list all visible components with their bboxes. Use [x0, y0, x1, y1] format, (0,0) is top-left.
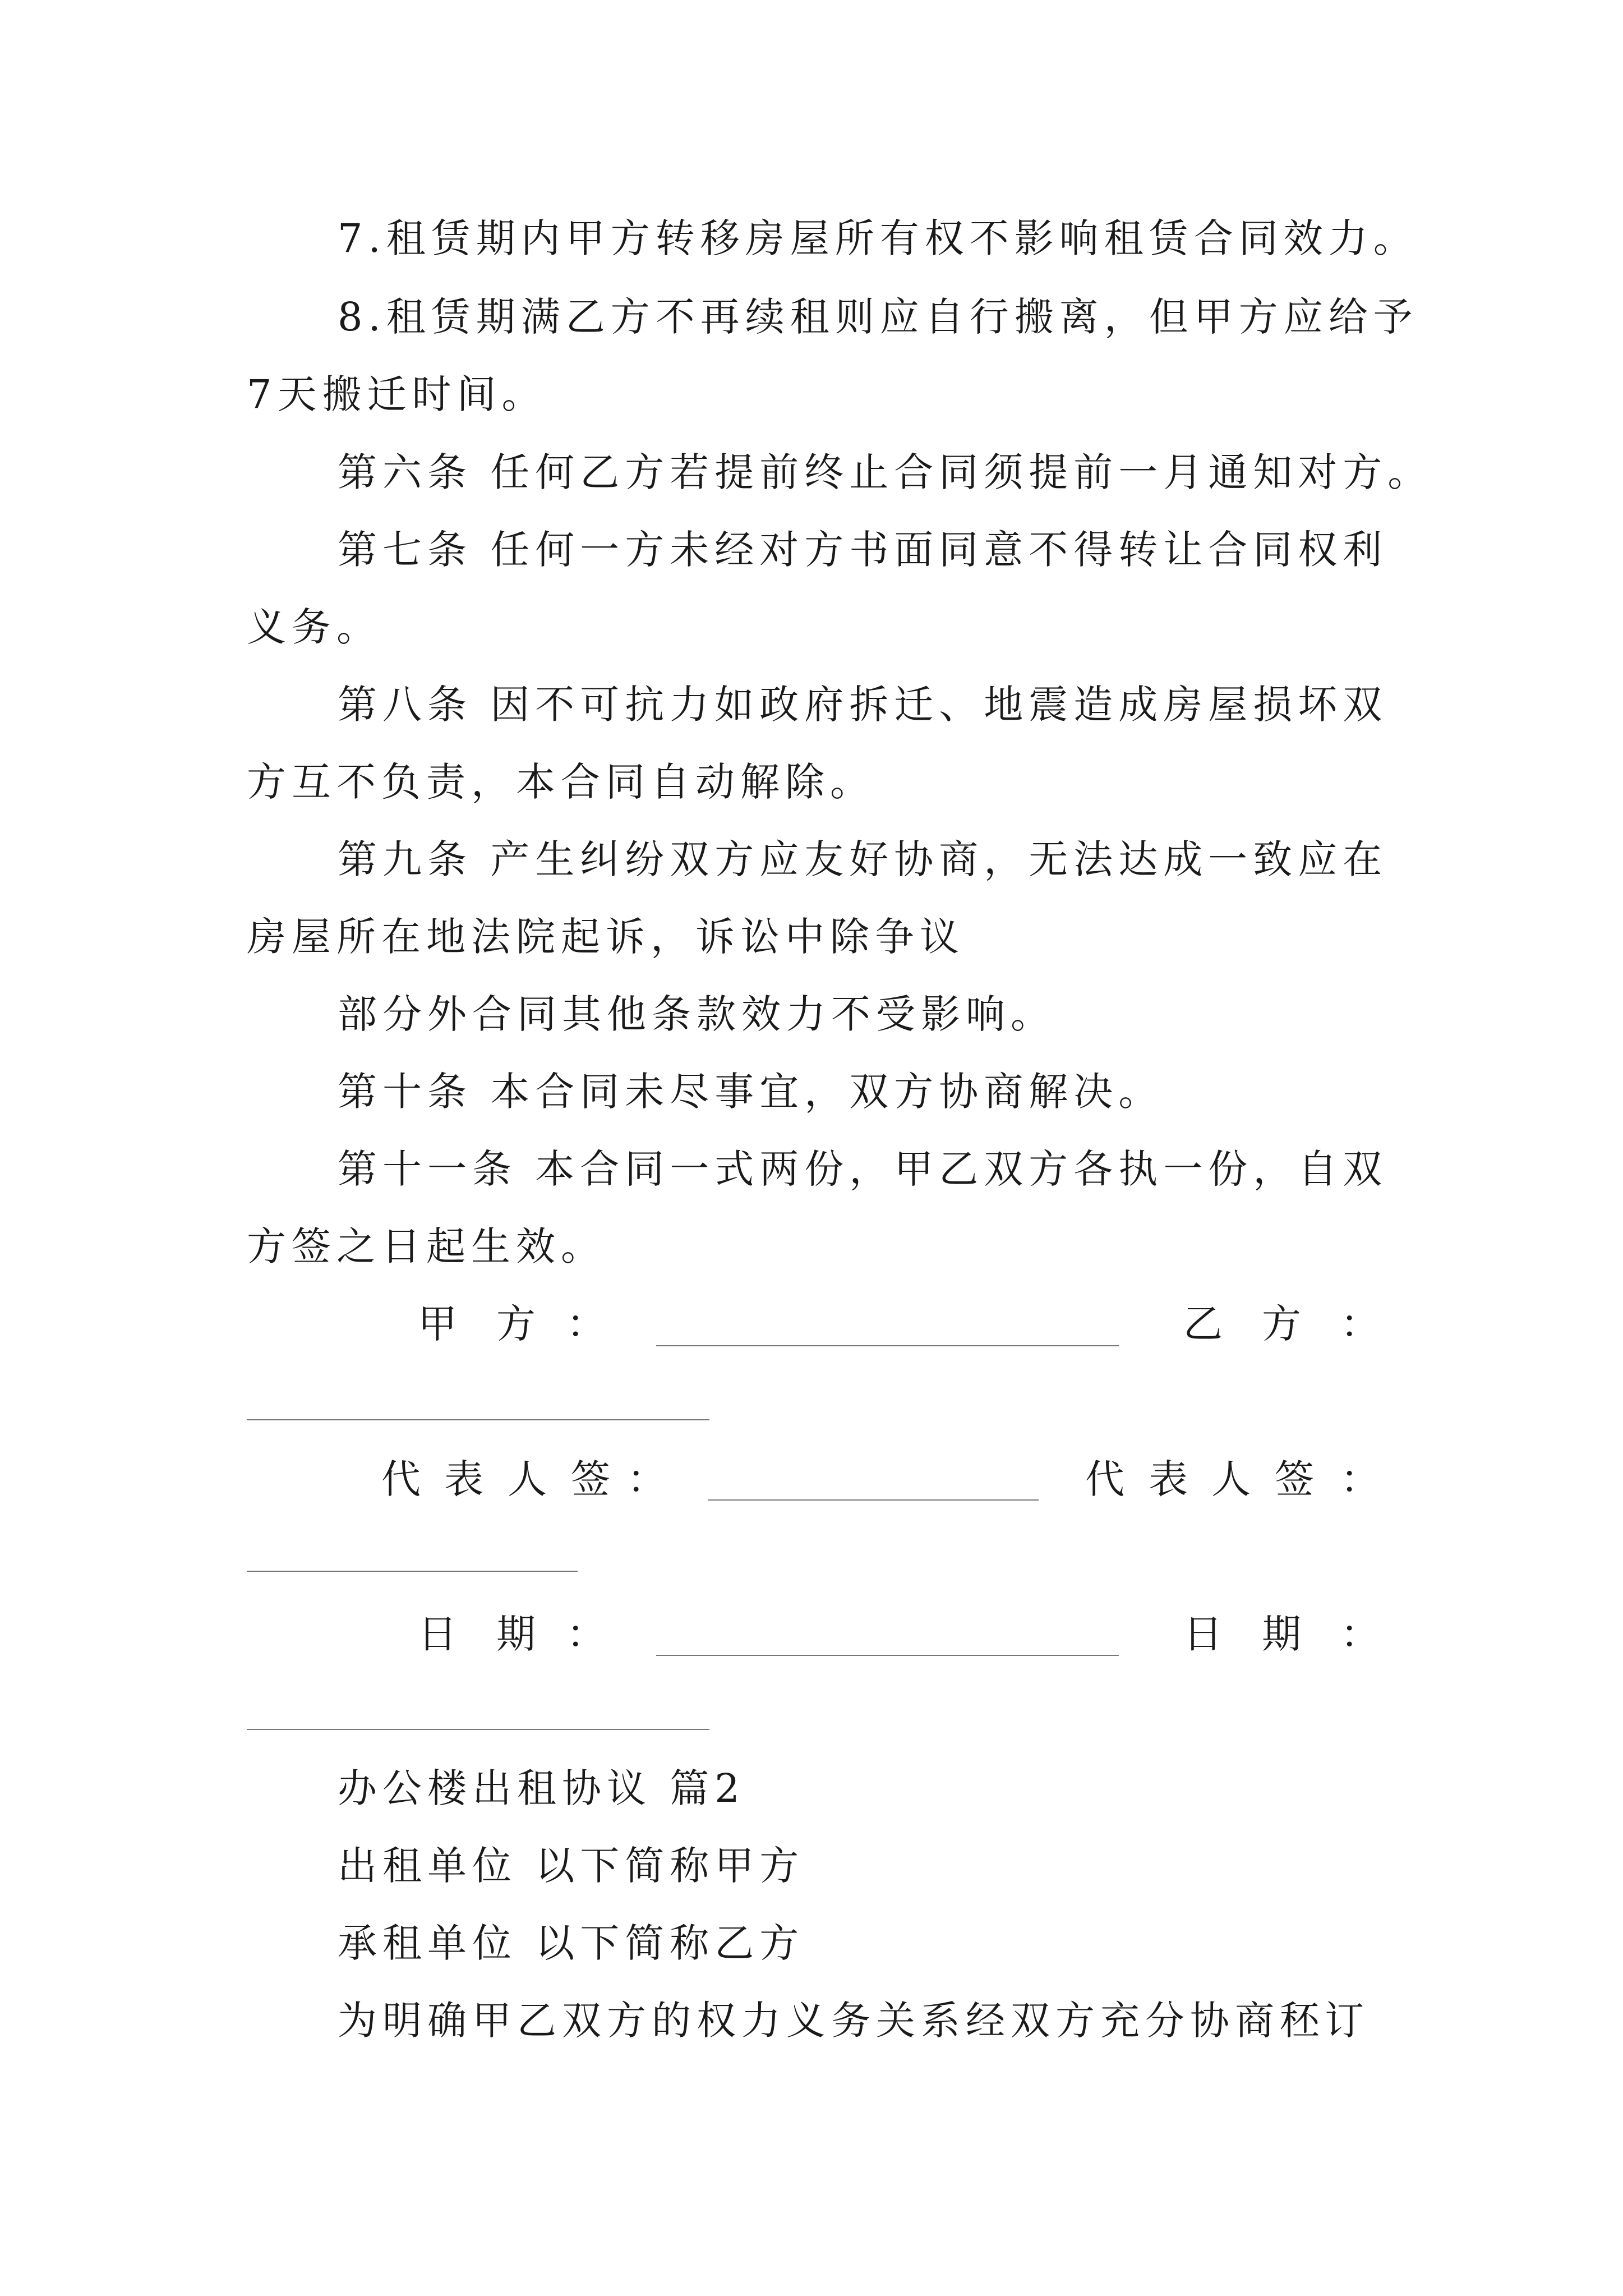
rep-a-char-1: 代 — [381, 1456, 421, 1502]
rep-b-char-2: 表 — [1149, 1456, 1188, 1502]
rep-a-signature-line — [708, 1499, 1039, 1501]
rep-b-signature-line — [247, 1571, 578, 1572]
article-9-line-2: 房屋所在地法院起诉，诉讼中除争议 — [247, 914, 965, 960]
section-2-title: 办公楼出租协议 篇2 — [338, 1765, 745, 1811]
date-b-line — [247, 1729, 709, 1730]
article-9-continuation: 部分外合同其他条款效力不受影响。 — [338, 991, 1055, 1037]
date-b-colon: ： — [1340, 1611, 1380, 1657]
article-10-text: 第十条 本合同未尽事宜，双方协商解决。 — [338, 1069, 1164, 1115]
date-b-char-2: 期 — [1262, 1611, 1301, 1657]
party-b-colon: ： — [1340, 1301, 1380, 1347]
article-8-line-2: 方互不负责，本合同自动解除。 — [247, 759, 875, 805]
rep-b-char-1: 代 — [1085, 1456, 1124, 1502]
date-a-line — [656, 1655, 1119, 1656]
party-a-signature-line — [656, 1345, 1119, 1346]
rep-b-char-3: 人 — [1211, 1456, 1251, 1502]
date-a-colon: ： — [566, 1611, 606, 1657]
rep-b-char-4: 签 — [1275, 1456, 1314, 1502]
party-a-char-1: 甲 — [418, 1301, 457, 1347]
party-b-char-1: 乙 — [1183, 1301, 1223, 1347]
date-a-char-2: 期 — [496, 1611, 536, 1657]
article-6-text: 第六条 任何乙方若提前终止合同须提前一月通知对方。 — [338, 449, 1433, 495]
date-a-char-1: 日 — [418, 1611, 457, 1657]
rep-a-char-4: 签 — [571, 1456, 610, 1502]
party-a-colon: ： — [566, 1301, 606, 1347]
party-a-char-2: 方 — [496, 1301, 536, 1347]
party-b-signature-line — [247, 1419, 709, 1420]
article-9-line-1: 第九条 产生纠纷双方应友好协商，无法达成一致应在 — [338, 836, 1388, 882]
clause-7-text: 7.租赁期内甲方转移房屋所有权不影响租赁合同效力。 — [338, 215, 1418, 261]
article-7-line-2: 义务。 — [247, 604, 381, 650]
lessor-line: 出租单位 以下简称甲方 — [338, 1843, 805, 1889]
rep-a-colon: ： — [627, 1456, 666, 1502]
article-7-line-1: 第七条 任何一方未经对方书面同意不得转让合同权利 — [338, 527, 1388, 573]
clause-8-line-2: 7天搬迁时间。 — [247, 371, 547, 417]
clause-8-line-1: 8.租赁期满乙方不再续租则应自行搬离，但甲方应给予 — [338, 294, 1418, 340]
article-11-line-2: 方签之日起生效。 — [247, 1223, 606, 1269]
section-2-intro: 为明确甲乙双方的权力义务关系经双方充分协商秠订 — [338, 1998, 1370, 2044]
date-b-char-1: 日 — [1183, 1611, 1223, 1657]
rep-b-colon: ： — [1340, 1456, 1380, 1502]
article-8-line-1: 第八条 因不可抗力如政府拆迁、地震造成房屋损坏双 — [338, 682, 1388, 728]
article-11-line-1: 第十一条 本合同一式两份，甲乙双方各执一份，自双 — [338, 1146, 1388, 1192]
rep-a-char-2: 表 — [444, 1456, 483, 1502]
lessee-line: 承租单位 以下简称乙方 — [338, 1920, 805, 1966]
party-b-char-2: 方 — [1262, 1301, 1301, 1347]
rep-a-char-3: 人 — [508, 1456, 547, 1502]
